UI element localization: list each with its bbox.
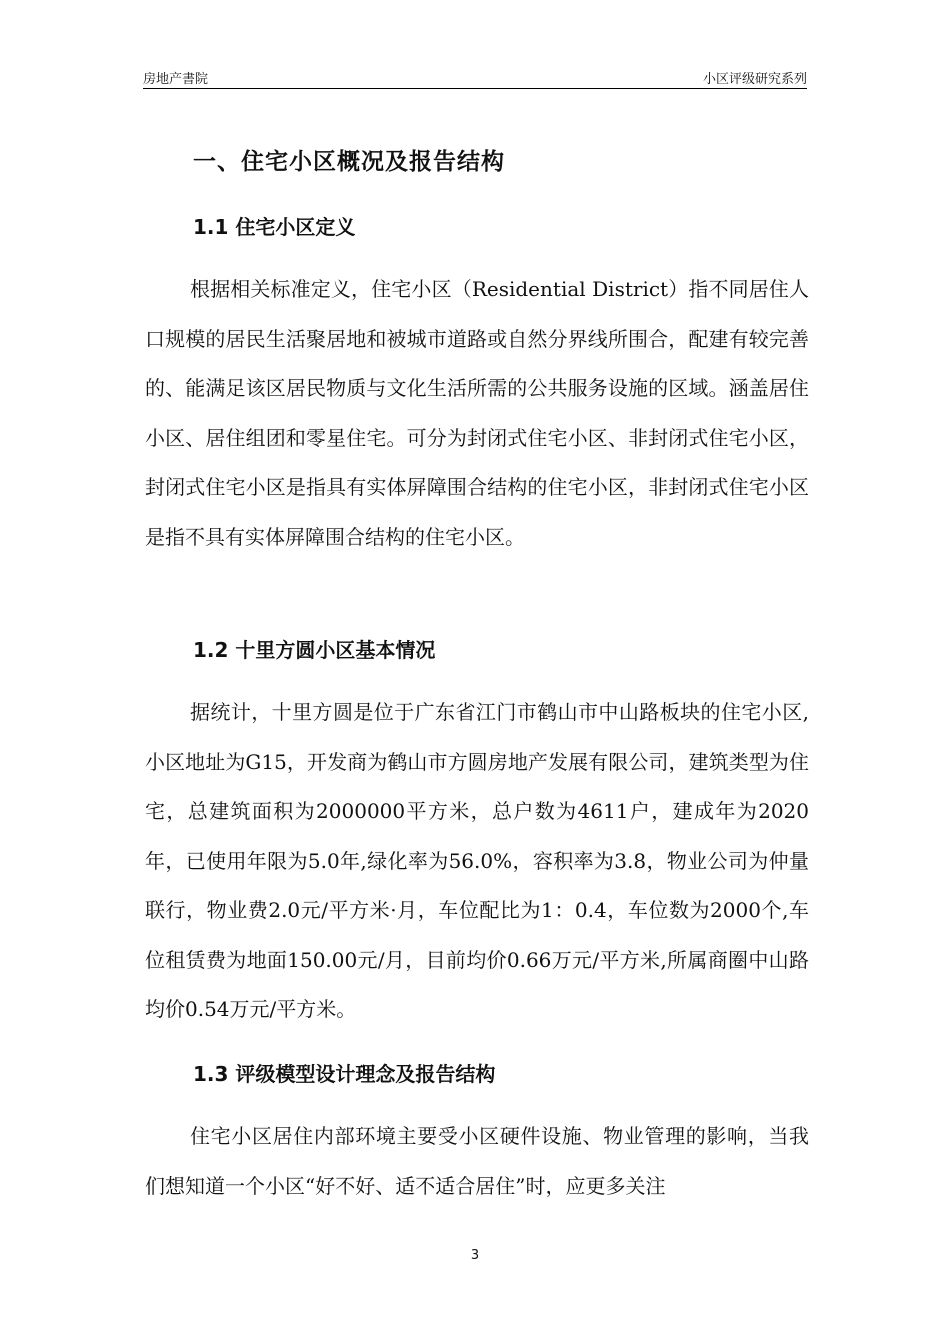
paragraph-definition: 根据相关标准定义，住宅小区（Residential District）指不同居住人口规模的居民生活聚居地和被城市道路或自然分界线所围合，配建有较完善的、能满足该区居民物质与文化生活所需的公共服务设施的区域。涵盖居住小区、居住组团和零星住宅。可分为封闭式住宅小区、非封闭式住宅小区，封闭式住宅小区是指具有实体屏障围合结构的住宅小区，非封闭式住宅小区是指不具有实体屏障围合结构的住宅小区。	[145, 277, 809, 549]
paragraph-basic-info: 据统计，十里方圆是位于广东省江门市鹤山市中山路板块的住宅小区,小区地址为G15，开发商为鹤山市方圆房地产发展有限公司，建筑类型为住宅，总建筑面积为2000000平方米，总户数为4611户，建成年为2020年，已使用年限为5.0年,绿化率为56.0%，容积率为3.8，物业公司为仲量联行，物业费2.0元/平方米·月，车位配比为1：0.4，车位数为2000个,车位租赁费为地面150.00元/月，目前均价0.66万元/平方米,所属商圈中山路均价0.54万元/平方米。	[145, 700, 809, 1021]
subsection-heading-1-2: 1.2 十里方圆小区基本情况	[193, 638, 436, 662]
subsection-heading-1-1: 1.1 住宅小区定义	[193, 215, 356, 239]
page-header	[143, 64, 807, 89]
header-left-text: 房地产書院	[143, 72, 209, 87]
page-number: 3	[470, 1248, 480, 1263]
header-right-text: 小区评级研究系列	[702, 72, 807, 87]
subsection-heading-1-3: 1.3 评级模型设计理念及报告结构	[193, 1062, 496, 1086]
section-title: 一、住宅小区概况及报告结构	[193, 149, 505, 175]
paragraph-model-design: 住宅小区居住内部环境主要受小区硬件设施、物业管理的影响，当我们想知道一个小区“好不好、适不适合居住”时，应更多关注	[145, 1124, 809, 1198]
